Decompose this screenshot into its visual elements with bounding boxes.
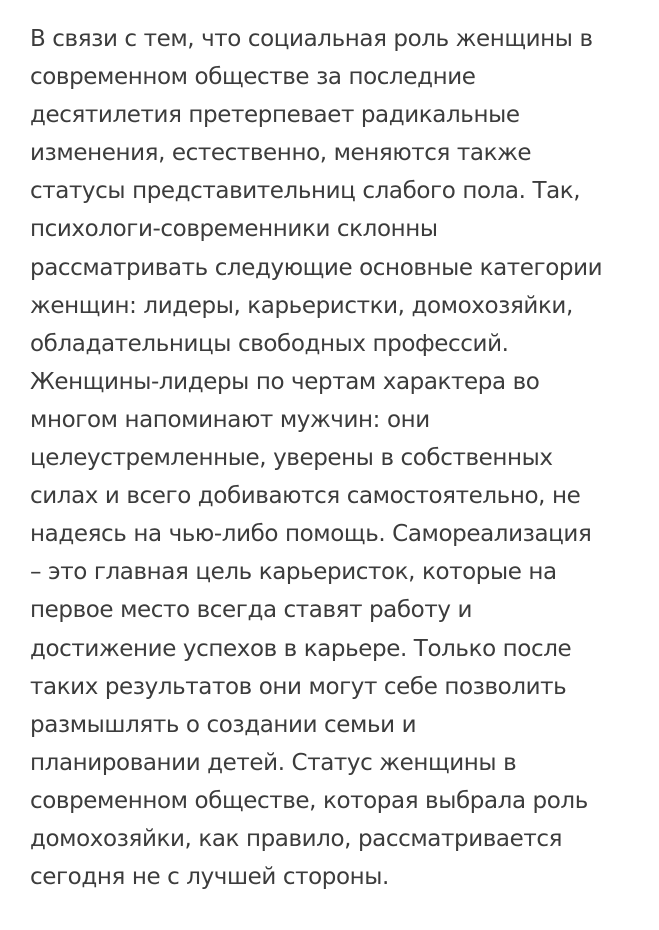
- article-line: таких результатов они могут себе позволить: [30, 673, 567, 700]
- article-line: планировании детей. Статус женщины в: [30, 749, 517, 776]
- article-line: первое место всегда ставят работу и: [30, 597, 473, 624]
- article-line: размышлять о создании семьи и: [30, 711, 417, 738]
- article-line: статусы представительниц слабого пола. Так,: [30, 178, 581, 205]
- article-line: – это главная цель карьеристок, которые на: [30, 559, 557, 586]
- article-line: Женщины-лидеры по чертам характера во: [30, 368, 540, 395]
- article-line: В связи с тем, что социальная роль женщины в: [30, 26, 593, 52]
- article-line: силах и всего добиваются самостоятельно, не: [30, 483, 581, 510]
- article-text: [30, 20, 640, 896]
- article-line: психологи-современники склонны: [30, 216, 438, 243]
- article-line: современном обществе за последние: [30, 64, 476, 91]
- article-line: сегодня не с лучшей стороны.: [30, 864, 389, 891]
- article-line: современном обществе, которая выбрала роль: [30, 787, 588, 814]
- article-line: изменения, естественно, меняются также: [30, 140, 532, 167]
- article-line: десятилетия претерпевает радикальные: [30, 102, 520, 129]
- article-line: целеустремленные, уверены в собственных: [30, 445, 553, 472]
- article-line: рассматривать следующие основные категории: [30, 254, 603, 281]
- article-line: обладательницы свободных профессий.: [30, 330, 509, 357]
- article-line: надеясь на чью-либо помощь. Самореализация: [30, 521, 592, 548]
- article-line: многом напоминают мужчин: они: [30, 406, 430, 433]
- article-line: достижение успехов в карьере. Только после: [30, 635, 572, 662]
- article-line: домохозяйки, как правило, рассматривается: [30, 825, 563, 852]
- article-line: женщин: лидеры, карьеристки, домохозяйки,: [30, 292, 573, 319]
